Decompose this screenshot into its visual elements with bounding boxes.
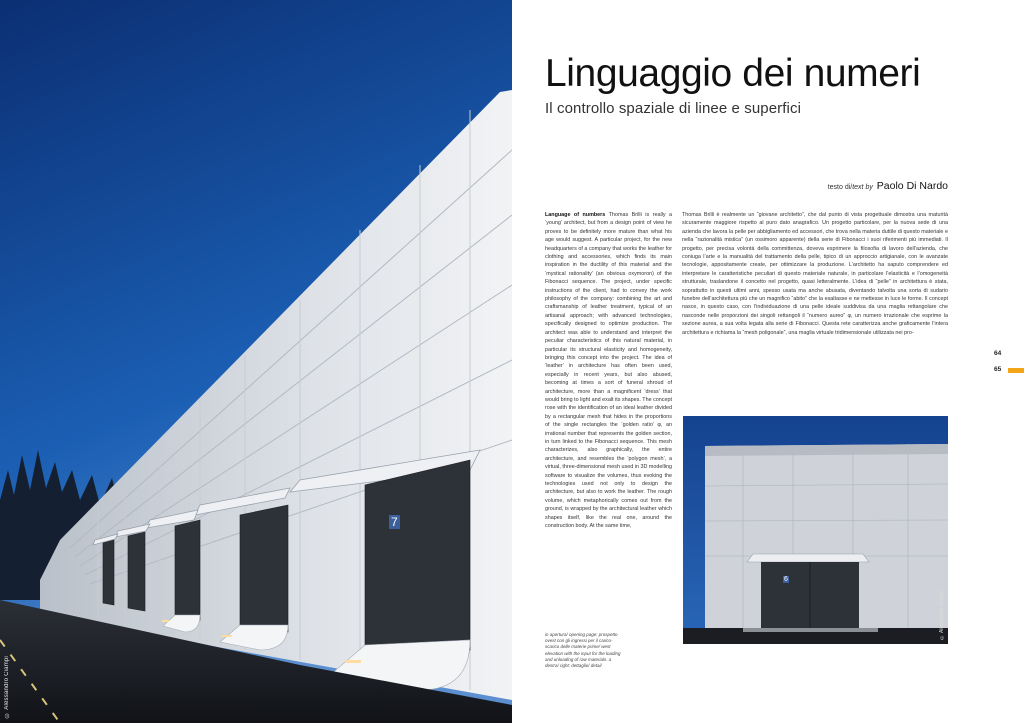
byline-prefix: testo di/ bbox=[827, 184, 853, 191]
photo-caption: in apertura/ opening page: prospetto ovest con gli ingressi per il carico-scarico delle materie prime/ west elevation with the input for the loading and unloading of raw materials. a destra/ right: dettaglio/ detail bbox=[545, 632, 621, 669]
folio-number: 65 bbox=[994, 366, 1002, 373]
folio-bar bbox=[1008, 352, 1024, 357]
english-heading: Language of numbers bbox=[545, 212, 606, 218]
building-photo-right bbox=[683, 416, 948, 644]
italian-body: Thomas Brilli è realmente un “giovane architetto”, che dal punto di vista progettuale dimostra una maturità sicuramente maggiore rispetto al puro dato anagrafico. Un progetto particolare, per la nuova sede di una azienda che lavora la pelle per abbigliamento ed accessori, che trova nella materia duttile di questo materiale e nella “razionalità mistica” (un ossimoro apparente) della serie di Fibonacci i suoi riferimenti più immediati. Il progetto, per precisa volontà della committenza, doveva esprimere la filosofia di lavoro dell’azienda, che coniuga l’arte e la manualità del trattamento della pelle, tipico di un approccio artigianale, con le avanzate tecnologie, appositamente create, per ottimizzare la produzione. L’architetto ha saputo comprendere ed interpretare le caratteristiche peculiari di questo materiale naturale, in particolare l’elasticità e l’omogeneità strutturale, traslandone il concetto nel progetto, quasi letteralmente. L’idea di “pelle” in architettura è stata, soprattutto in questi ultimi anni, spesso usata ma anche abusata, diventando talvolta una sorta di sudario funebre dell’architettura più che un magnifico “abito” che la esaltasse e ne mettesse in luce le forme. Il concept nasce, in questo caso, con l’individuazione di una pelle ideale suddivisa da una maglia rettangolare che nasconde nelle proporzioni dei singoli rettangoli il “numero aureo” φ, un numero irrazionale che esprime la sezione aurea, a sua volta legata alla serie di Fibonacci. Questa rete caratterizza anche graficamente l’intera architettura e richiama la “mesh poligonale”, una maglia virtuale tridimensionale utilizzata nei pro- bbox=[682, 212, 948, 336]
door-number-label: 7 bbox=[391, 515, 398, 529]
english-body: Thomas Brilli is really a ‘young’ architect, but from a design point of view he proves to be definitely more mature than what his age would suggest. A particular project, for the new headquarters of a company that works the leather for clothing and accessories, which finds its main inspiration in the ductility of this material and the ‘mystical rationality’ (an obvious oxymoron) of the Fibonacci sequence. The project, under specific instructions of the client, had to convey the work philosophy of the company: combining the art and craftsmanship of leather treatment, typical of an artisanal approach; with advanced technologies, specifically designed to optimize production. The architect was able to understand and interpret the peculiar characteristics of this natural material, in particular its structural elasticity and homogeneity, bringing this concept into the project. The idea of ‘leather’ in architecture has often been used, especially in recent years, but also abused, becoming at times a sort of funeral shroud of architecture, more than a magnificent ‘dress’ that would bring to light and exalt its shapes. The concept rose with the identification of an ideal leather divided by a rectangular mesh that hides in the proportions of the single rectangles the ‘golden ratio’ φ, an irrational number that represents the golden section, in turn linked to the Fibonacci sequence. This mesh characterizes, also graphically, the entire architecture, and resembles the ‘polygon mesh’, a virtual, three-dimensional mesh used in 3D modelling software to visualize the volumes, thus evoking the technologies used not only to design the architecture, but also to work the leather. The rough volume, which metaphorically comes out from the ground, is wrapped by the architectural leather which shapes itself, like the real one, around the construction body. At the same time, bbox=[545, 212, 672, 530]
photo-illustration bbox=[683, 416, 948, 644]
photo-credit: © Alessandro Ciampi bbox=[4, 655, 10, 717]
byline-italic: text by bbox=[852, 184, 873, 191]
byline bbox=[828, 180, 948, 192]
article-page bbox=[512, 0, 1024, 723]
folio-number: 64 bbox=[994, 350, 1002, 357]
photo-credit: © Alessandro Ciampi bbox=[939, 590, 945, 640]
article-subtitle: Il controllo spaziale di linee e superfici bbox=[545, 100, 801, 117]
author-name: Paolo Di Nardo bbox=[876, 180, 948, 192]
folio-bar bbox=[1008, 368, 1024, 373]
italian-text-column bbox=[682, 211, 948, 361]
door-number-label: 6 bbox=[784, 576, 788, 583]
article-title: Linguaggio dei numeri bbox=[545, 52, 921, 95]
english-text-column bbox=[545, 211, 672, 551]
